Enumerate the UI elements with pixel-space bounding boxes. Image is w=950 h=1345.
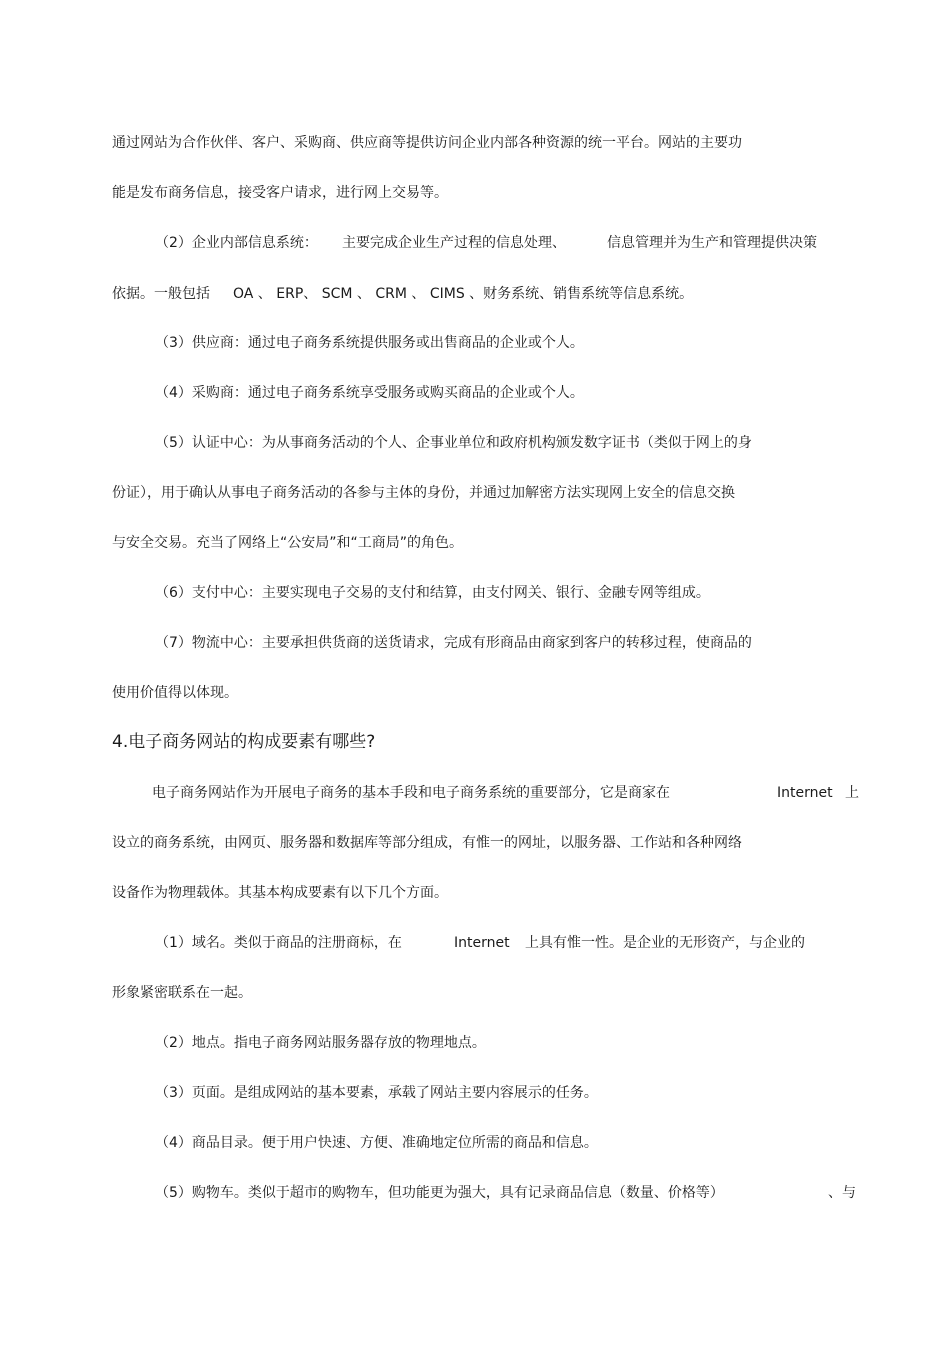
paragraph-text: 上具有惟一性。是企业的无形资产，与企业的 [525, 935, 805, 951]
paragraph-text: 信息管理并为生产和管理提供决策 [607, 235, 817, 251]
list-item: （3）页面。是组成网站的基本要素，承载了网站主要内容展示的任务。 [155, 1085, 598, 1101]
section-heading-text: 4.电子商务网站的构成要素有哪些? [112, 732, 376, 752]
paragraph-text: 形象紧密联系在一起。 [112, 985, 252, 1001]
paragraph-text: 通过网站为合作伙伴、客户、采购商、供应商等提供访问企业内部各种资源的统一平台。网站的主要功 [112, 135, 742, 151]
paragraph-text: Internet [777, 785, 833, 801]
paragraph-text: 设备作为物理载体。其基本构成要素有以下几个方面。 [112, 885, 448, 901]
paragraph-text: 、与 [828, 1185, 856, 1201]
paragraph-text: Internet [454, 935, 510, 951]
paragraph-text: 上 [845, 785, 859, 801]
paragraph-text: 依据。一般包括 [112, 286, 210, 302]
list-item-label: （2）企业内部信息系统： [155, 235, 318, 251]
list-item: （4）采购商：通过电子商务系统享受服务或购买商品的企业或个人。 [155, 385, 584, 401]
list-item: （3）供应商：通过电子商务系统提供服务或出售商品的企业或个人。 [155, 335, 584, 351]
paragraph-text: 电子商务网站作为开展电子商务的基本手段和电子商务系统的重要部分，它是商家在 [152, 785, 670, 801]
list-item: （1）域名。类似于商品的注册商标，在 [155, 935, 402, 951]
list-item: （5）认证中心：为从事商务活动的个人、企事业单位和政府机构颁发数字证书（类似于网上的身 [155, 435, 752, 451]
list-item: （4）商品目录。便于用户快速、方便、准确地定位所需的商品和信息。 [155, 1135, 598, 1151]
paragraph-text: 设立的商务系统，由网页、服务器和数据库等部分组成，有惟一的网址，以服务器、工作站和各种网络 [112, 835, 742, 851]
paragraph-text: 份证），用于确认从事电子商务活动的各参与主体的身份，并通过加解密方法实现网上安全的信息交换 [112, 485, 735, 501]
paragraph-text: 能是发布商务信息，接受客户请求，进行网上交易等。 [112, 185, 448, 201]
paragraph-text: 主要完成企业生产过程的信息处理、 [342, 235, 566, 251]
list-item: （6）支付中心：主要实现电子交易的支付和结算，由支付网关、银行、金融专网等组成。 [155, 585, 710, 601]
paragraph-text: OA 、 ERP、 SCM 、 CRM 、 CIMS 、财务系统、销售系统等信息系统。 [233, 286, 694, 302]
list-item: （7）物流中心：主要承担供货商的送货请求，完成有形商品由商家到客户的转移过程，使商品的 [155, 635, 752, 651]
paragraph-text: 与安全交易。充当了网络上“公安局”和“工商局”的角色。 [112, 535, 464, 551]
list-item: （5）购物车。类似于超市的购物车，但功能更为强大，具有记录商品信息（数量、价格等） [155, 1185, 724, 1201]
paragraph-text: 使用价值得以体现。 [112, 685, 238, 701]
list-item: （2）地点。指电子商务网站服务器存放的物理地点。 [155, 1035, 486, 1051]
